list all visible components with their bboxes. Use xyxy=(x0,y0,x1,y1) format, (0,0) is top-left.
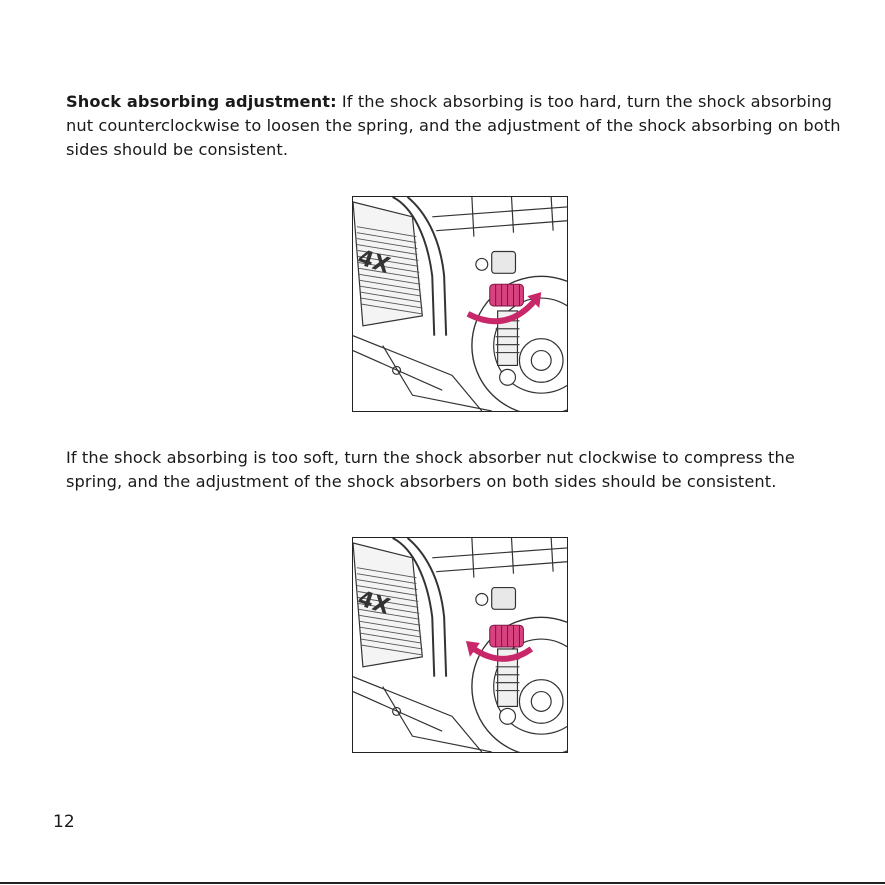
shock-adjustment-figure-counterclockwise xyxy=(352,196,568,412)
instruction-paragraph-soft xyxy=(66,446,846,494)
footer-divider xyxy=(0,882,885,884)
shock-absorber-illustration xyxy=(353,197,567,411)
logo-text: 4X xyxy=(354,586,393,620)
logo-text: 4X xyxy=(354,245,393,279)
page-number: 12 xyxy=(53,812,75,832)
section-heading: Shock absorbing adjustment: xyxy=(66,92,337,111)
instruction-text: If the shock absorbing is too hard, turn the shock absorbing nut counterclockwise to loosen the spring, and the adjustment of the shock absorbing on both sides should be consistent. xyxy=(66,92,841,159)
shock-adjustment-figure-clockwise xyxy=(352,537,568,753)
instruction-text: If the shock absorbing is too soft, turn the shock absorber nut clockwise to compress the spring, and the adjustment of the shock absorbers on both sides should be consistent. xyxy=(66,448,795,491)
shock-absorber-illustration xyxy=(353,538,567,752)
instruction-paragraph-hard xyxy=(66,90,846,162)
